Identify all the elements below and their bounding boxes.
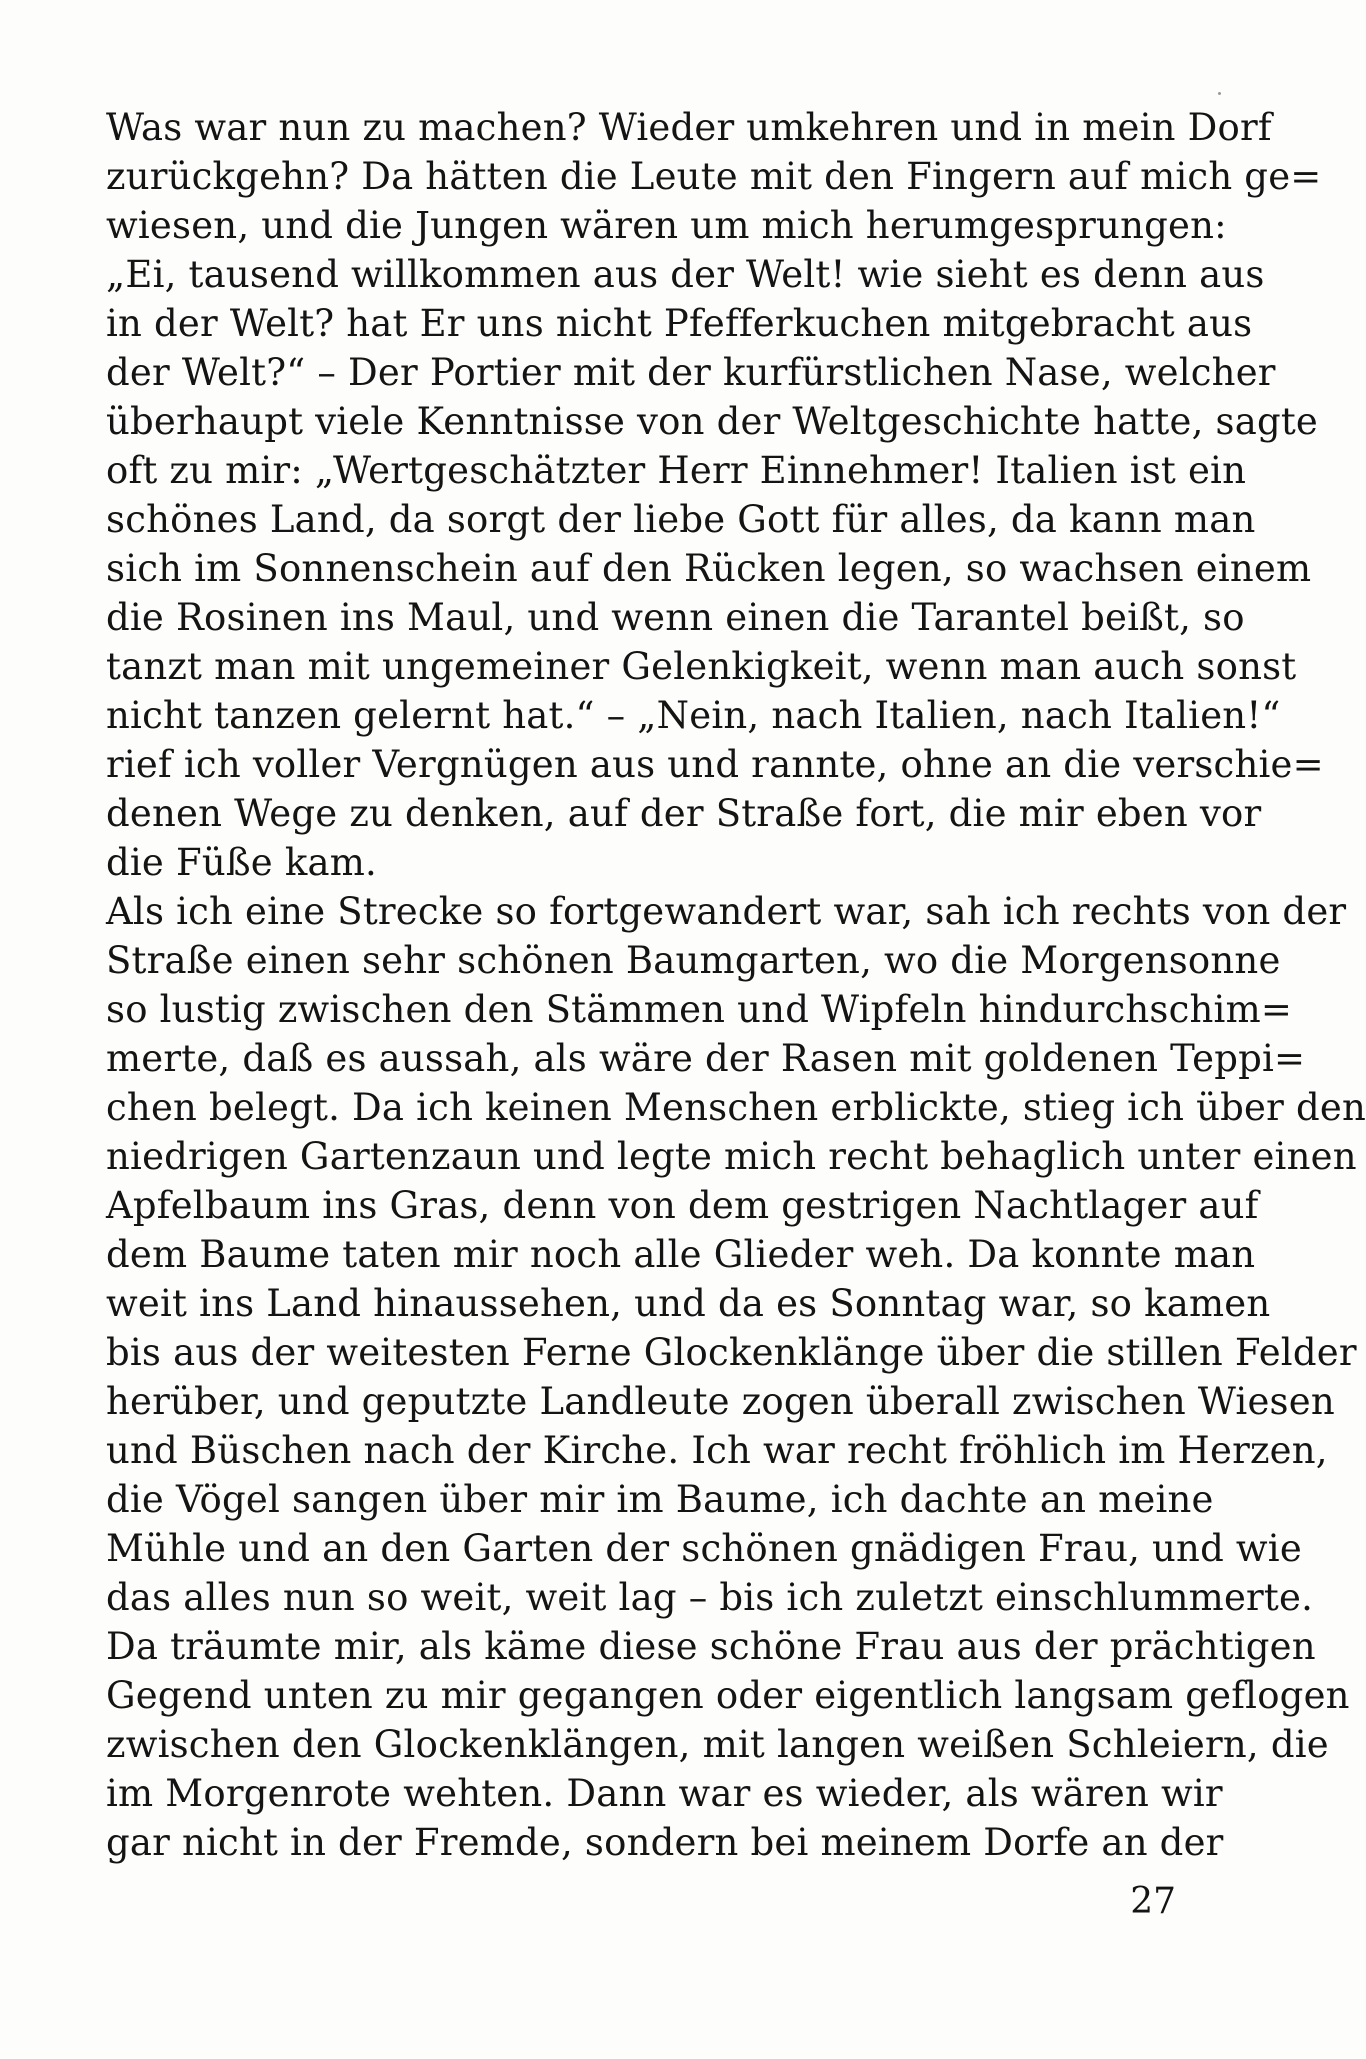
text-line: Apfelbaum ins Gras, denn von dem gestrigen Nachtlager auf: [106, 1184, 1259, 1227]
text-line: rief ich voller Vergnügen aus und rannte, ohne an die verschie=: [106, 743, 1324, 786]
text-line: denen Wege zu denken, auf der Straße fort, die mir eben vor: [106, 792, 1262, 835]
text-line: bis aus der weitesten Ferne Glockenklänge über die stillen Felder: [106, 1331, 1357, 1374]
text-line: der Welt?“ – Der Portier mit der kurfürstlichen Nase, welcher: [106, 351, 1276, 394]
text-line: „Ei, tausend willkommen aus der Welt! wie sieht es denn aus: [106, 253, 1265, 296]
text-line: weit ins Land hinaussehen, und da es Sonntag war, so kamen: [106, 1282, 1271, 1325]
page-number: 27: [1130, 1881, 1176, 1922]
text-line: wiesen, und die Jungen wären um mich herumgesprungen:: [106, 204, 1227, 247]
text-line: die Rosinen ins Maul, und wenn einen die Tarantel beißt, so: [106, 596, 1245, 639]
text-line: gar nicht in der Fremde, sondern bei meinem Dorfe an der: [106, 1821, 1224, 1864]
text-line: zwischen den Glockenklängen, mit langen weißen Schleiern, die: [106, 1723, 1329, 1766]
paragraph-end-line: die Füße kam.: [106, 841, 377, 884]
text-line: überhaupt viele Kenntnisse von der Weltgeschichte hatte, sagte: [106, 400, 1319, 443]
text-line: sich im Sonnenschein auf den Rücken legen, so wachsen einem: [106, 547, 1312, 590]
text-line: nicht tanzen gelernt hat.“ – „Nein, nach Italien, nach Italien!“: [106, 694, 1281, 737]
text-line: und Büschen nach der Kirche. Ich war recht fröhlich im Herzen,: [106, 1429, 1328, 1472]
text-line: in der Welt? hat Er uns nicht Pfefferkuchen mitgebracht aus: [106, 302, 1253, 345]
text-line: Straße einen sehr schönen Baumgarten, wo die Morgensonne: [106, 939, 1281, 982]
text-line: Was war nun zu machen? Wieder umkehren und in mein Dorf: [106, 106, 1272, 149]
text-line: zurückgehn? Da hätten die Leute mit den Fingern auf mich ge=: [106, 155, 1322, 198]
body-text: [106, 103, 1366, 1867]
text-line: tanzt man mit ungemeiner Gelenkigkeit, wenn man auch sonst: [106, 645, 1297, 688]
text-line: oft zu mir: „Wertgeschätzter Herr Einnehmer! Italien ist ein: [106, 449, 1247, 492]
text-line: Mühle und an den Garten der schönen gnädigen Frau, und wie: [106, 1527, 1302, 1570]
text-line: dem Baume taten mir noch alle Glieder weh. Da konnte man: [106, 1233, 1256, 1276]
text-line: Da träumte mir, als käme diese schöne Frau aus der prächtigen: [106, 1625, 1316, 1668]
margin-speck: [1218, 92, 1221, 95]
text-line: so lustig zwischen den Stämmen und Wipfeln hindurchschim=: [106, 988, 1293, 1031]
text-line: niedrigen Gartenzaun und legte mich recht behaglich unter einen: [106, 1135, 1357, 1178]
text-line: die Vögel sangen über mir im Baume, ich dachte an meine: [106, 1478, 1214, 1521]
text-line: das alles nun so weit, weit lag – bis ich zuletzt einschlummerte.: [106, 1576, 1314, 1619]
text-line: chen belegt. Da ich keinen Menschen erblickte, stieg ich über den: [106, 1086, 1366, 1129]
text-line: merte, daß es aussah, als wäre der Rasen mit goldenen Teppi=: [106, 1037, 1306, 1080]
text-line: herüber, und geputzte Landleute zogen überall zwischen Wiesen: [106, 1380, 1335, 1423]
text-line: schönes Land, da sorgt der liebe Gott für alles, da kann man: [106, 498, 1256, 541]
text-line: im Morgenrote wehten. Dann war es wieder, als wären wir: [106, 1772, 1223, 1815]
text-line: Als ich eine Strecke so fortgewandert war, sah ich rechts von der: [106, 890, 1347, 933]
text-line: Gegend unten zu mir gegangen oder eigentlich langsam geflogen: [106, 1674, 1350, 1717]
